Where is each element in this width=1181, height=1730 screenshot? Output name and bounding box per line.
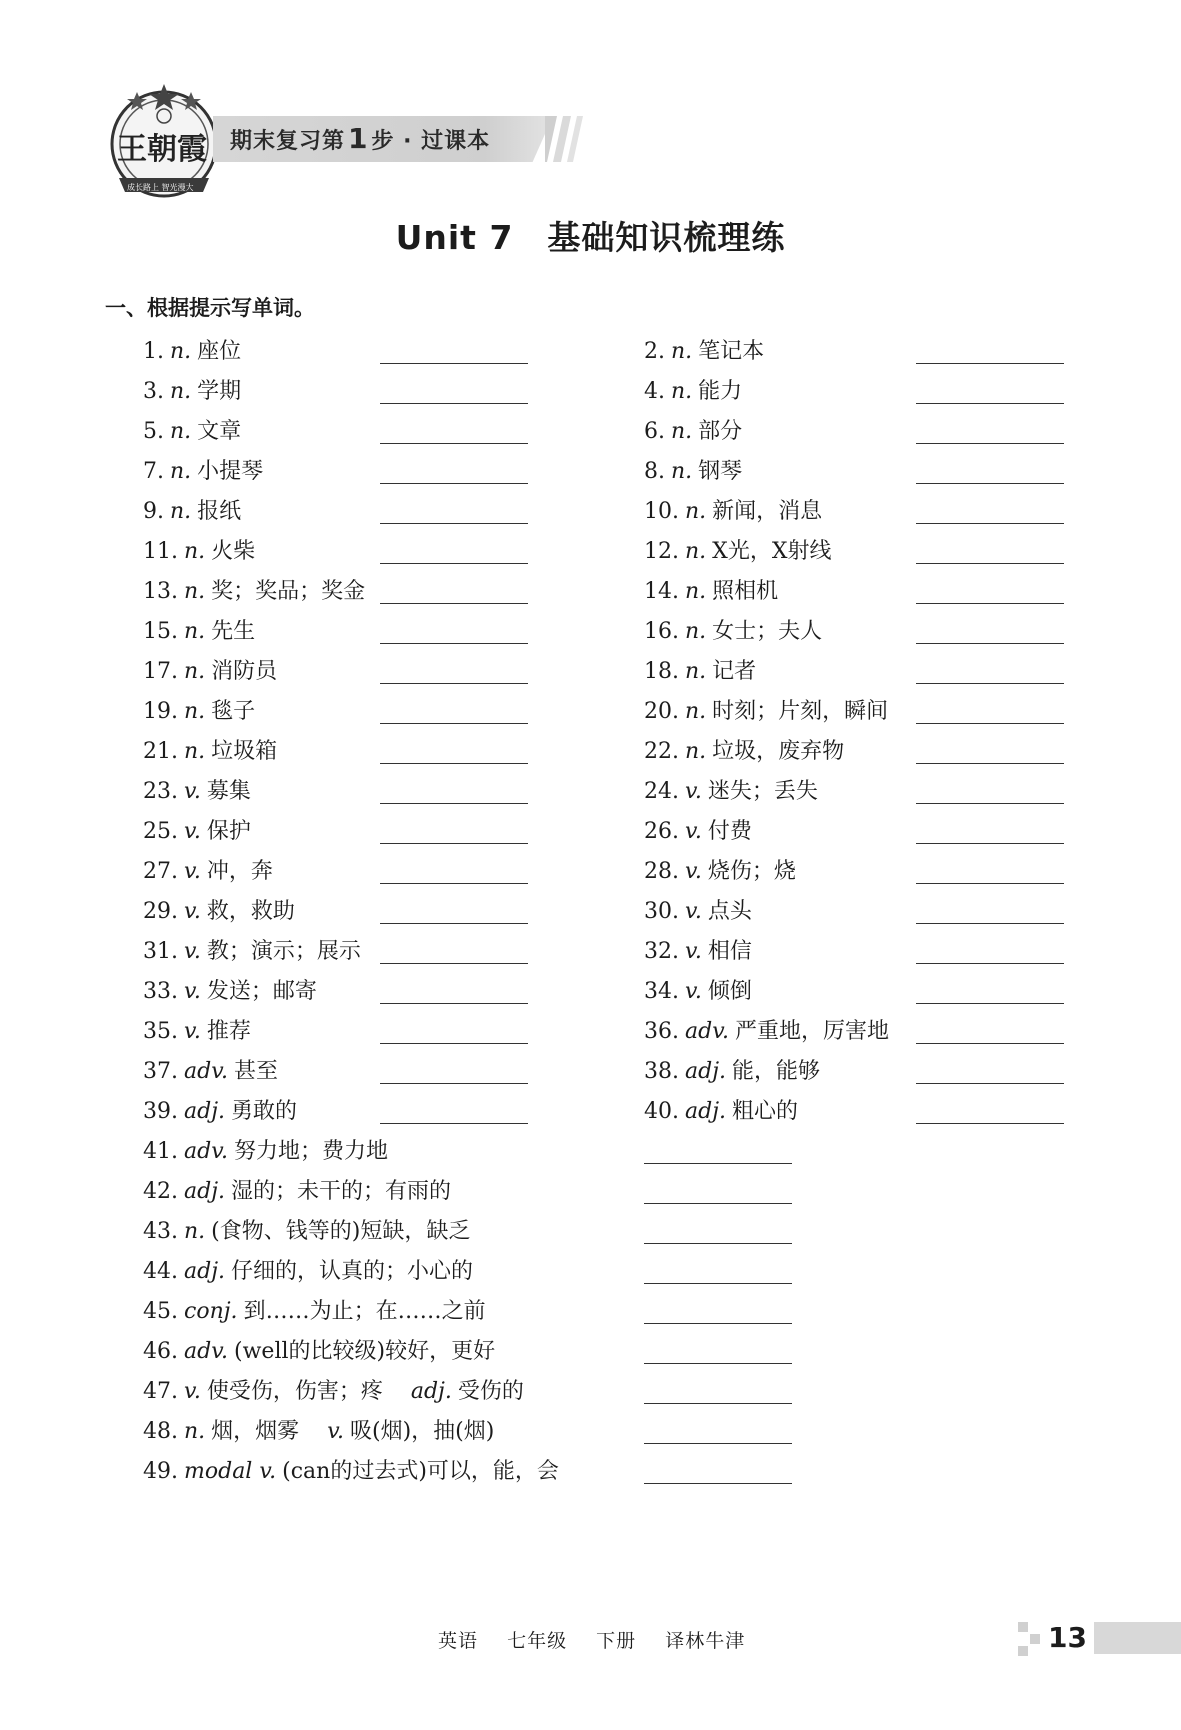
corner-square	[1030, 1634, 1040, 1644]
item-number: 8.	[644, 459, 665, 484]
banner-suffix: 步 · 过课本	[371, 129, 491, 154]
list-item	[143, 454, 263, 490]
list-item	[143, 734, 277, 770]
answer-blank[interactable]	[380, 683, 528, 684]
list-item	[143, 1094, 297, 1130]
item-number: 5.	[143, 419, 164, 444]
meaning: 到……为止；在……之前	[243, 1299, 486, 1324]
item-number: 31.	[143, 939, 178, 964]
part-of-speech: adv.	[184, 1059, 229, 1084]
part-of-speech: n.	[685, 499, 707, 524]
answer-blank[interactable]	[380, 963, 528, 964]
meaning: 垃圾，废弃物	[712, 739, 845, 764]
answer-blank[interactable]	[380, 643, 528, 644]
part-of-speech: v.	[184, 899, 201, 924]
meaning: 先生	[211, 619, 256, 644]
part-of-speech: adv.	[685, 1019, 730, 1044]
answer-blank[interactable]	[380, 403, 528, 404]
list-item	[644, 734, 844, 770]
part-of-speech: conj.	[184, 1299, 238, 1324]
part-of-speech: n.	[184, 539, 206, 564]
part-of-speech: n.	[685, 619, 707, 644]
footer	[0, 1620, 1181, 1656]
part-of-speech: n.	[685, 739, 707, 764]
item-number: 10.	[644, 499, 679, 524]
meaning: 倾倒	[707, 979, 752, 1004]
part-of-speech: v.	[184, 819, 201, 844]
meaning: 粗心的	[732, 1099, 799, 1124]
answer-blank[interactable]	[380, 603, 528, 604]
answer-blank[interactable]	[380, 923, 528, 924]
part-of-speech: v.	[685, 859, 702, 884]
answer-blank[interactable]	[916, 523, 1064, 524]
meaning: 严重地，厉害地	[735, 1019, 890, 1044]
meaning: 能，能够	[732, 1059, 821, 1084]
part-of-speech: adj.	[685, 1059, 727, 1084]
answer-blank[interactable]	[380, 1083, 528, 1084]
part-of-speech: n.	[184, 659, 206, 684]
item-number: 27.	[143, 859, 178, 884]
list-item	[644, 774, 818, 810]
meaning: (食物、钱等的)短缺，缺乏	[211, 1219, 471, 1244]
item-number: 20.	[644, 699, 679, 724]
item-number: 18.	[644, 659, 679, 684]
meaning-2: 受伤的	[457, 1379, 524, 1404]
list-item	[143, 654, 277, 690]
meaning: 火柴	[211, 539, 256, 564]
list-item	[644, 374, 742, 410]
meaning: 勇敢的	[231, 1099, 298, 1124]
answer-blank[interactable]	[380, 363, 528, 364]
part-of-speech: n.	[170, 379, 192, 404]
list-item	[143, 1334, 495, 1370]
part-of-speech: n.	[170, 419, 192, 444]
meaning: 相信	[707, 939, 752, 964]
list-item	[143, 1134, 388, 1170]
meaning: 时刻；片刻，瞬间	[712, 699, 889, 724]
unit-label: Unit 7	[395, 218, 514, 257]
answer-blank[interactable]	[916, 483, 1064, 484]
answer-blank[interactable]	[916, 403, 1064, 404]
list-item	[644, 654, 756, 690]
answer-blank[interactable]	[644, 1323, 792, 1324]
meaning: 小提琴	[197, 459, 264, 484]
answer-blank[interactable]	[644, 1163, 792, 1164]
list-item	[644, 1014, 889, 1050]
item-number: 16.	[644, 619, 679, 644]
item-number: 14.	[644, 579, 679, 604]
meaning: 奖；奖品；奖金	[211, 579, 366, 604]
answer-blank[interactable]	[916, 1043, 1064, 1044]
answer-blank[interactable]	[644, 1203, 792, 1204]
meaning: 教；演示；展示	[206, 939, 361, 964]
item-number: 1.	[143, 339, 164, 364]
part-of-speech: v.	[685, 899, 702, 924]
answer-blank[interactable]	[644, 1443, 792, 1444]
list-item	[143, 1174, 451, 1210]
part-of-speech: n.	[170, 499, 192, 524]
list-item	[143, 934, 361, 970]
meaning: X光，X射线	[712, 539, 832, 564]
part-of-speech: n.	[170, 339, 192, 364]
answer-blank[interactable]	[644, 1363, 792, 1364]
meaning: 能力	[698, 379, 743, 404]
answer-blank[interactable]	[916, 603, 1064, 604]
meaning: 救，救助	[206, 899, 295, 924]
answer-blank[interactable]	[380, 523, 528, 524]
list-item	[644, 894, 752, 930]
part-of-speech: n.	[685, 659, 707, 684]
answer-blank[interactable]	[380, 1043, 528, 1044]
answer-blank[interactable]	[916, 363, 1064, 364]
meaning: 毯子	[211, 699, 256, 724]
item-number: 35.	[143, 1019, 178, 1044]
answer-blank[interactable]	[380, 1123, 528, 1124]
list-item	[644, 454, 742, 490]
meaning: 学期	[197, 379, 242, 404]
part-of-speech: n.	[170, 459, 192, 484]
item-number: 29.	[143, 899, 178, 924]
item-number: 24.	[644, 779, 679, 804]
part-of-speech: n.	[184, 1219, 206, 1244]
answer-blank[interactable]	[916, 563, 1064, 564]
answer-blank[interactable]	[380, 843, 528, 844]
part-of-speech: n.	[671, 379, 693, 404]
part-of-speech: v.	[184, 1379, 201, 1404]
list-item	[143, 1254, 473, 1290]
item-number: 7.	[143, 459, 164, 484]
list-item	[644, 414, 742, 450]
part-of-speech: n.	[184, 619, 206, 644]
list-item	[143, 854, 273, 890]
list-item	[143, 574, 365, 610]
part-of-speech: n.	[685, 579, 707, 604]
item-number: 48.	[143, 1419, 178, 1444]
item-number: 15.	[143, 619, 178, 644]
meaning: 烧伤；烧	[707, 859, 796, 884]
list-item	[644, 494, 822, 530]
list-item	[143, 1214, 470, 1250]
meaning: 消防员	[211, 659, 278, 684]
item-number: 38.	[644, 1059, 679, 1084]
meaning: 笔记本	[698, 339, 765, 364]
section-heading: 一、根据提示写单词。	[105, 296, 315, 320]
list-item	[644, 814, 752, 850]
meaning: 文章	[197, 419, 242, 444]
item-number: 21.	[143, 739, 178, 764]
meaning: 冲，奔	[206, 859, 273, 884]
part-of-speech: n.	[671, 419, 693, 444]
item-number: 13.	[143, 579, 178, 604]
meaning: 部分	[698, 419, 743, 444]
answer-blank[interactable]	[644, 1403, 792, 1404]
part-of-speech: n.	[184, 1419, 206, 1444]
list-item	[143, 694, 255, 730]
meaning: (can的过去式)可以，能，会	[282, 1459, 559, 1484]
item-number: 39.	[143, 1099, 178, 1124]
list-item	[644, 534, 832, 570]
meaning: 使受伤，伤害；疼	[206, 1379, 383, 1404]
answer-blank[interactable]	[380, 803, 528, 804]
meaning: 座位	[197, 339, 242, 364]
part-of-speech: v.	[184, 1019, 201, 1044]
answer-blank[interactable]	[916, 1083, 1064, 1084]
answer-blank[interactable]	[380, 443, 528, 444]
meaning: 湿的；未干的；有雨的	[231, 1179, 452, 1204]
item-number: 25.	[143, 819, 178, 844]
answer-blank[interactable]	[916, 443, 1064, 444]
part-of-speech: v.	[184, 939, 201, 964]
meaning: 钢琴	[698, 459, 743, 484]
item-number: 45.	[143, 1299, 178, 1324]
list-item	[644, 1094, 798, 1130]
banner-prefix: 期末复习第	[230, 129, 346, 154]
part-of-speech: n.	[184, 699, 206, 724]
meaning: 努力地；费力地	[234, 1139, 389, 1164]
item-number: 6.	[644, 419, 665, 444]
item-number: 22.	[644, 739, 679, 764]
part-of-speech: v.	[685, 979, 702, 1004]
part-of-speech: adj.	[184, 1259, 226, 1284]
answer-blank[interactable]	[916, 683, 1064, 684]
list-item	[143, 534, 255, 570]
item-number: 42.	[143, 1179, 178, 1204]
item-number: 19.	[143, 699, 178, 724]
answer-blank[interactable]	[916, 963, 1064, 964]
banner-number: 1	[348, 122, 369, 155]
answer-blank[interactable]	[380, 723, 528, 724]
part-of-speech: n.	[184, 739, 206, 764]
part-of-speech: v.	[184, 779, 201, 804]
footer-text	[438, 1626, 767, 1653]
answer-blank[interactable]	[916, 643, 1064, 644]
part-of-speech-2: adj.	[410, 1379, 452, 1404]
list-item	[143, 374, 241, 410]
list-item	[143, 1294, 486, 1330]
item-number: 11.	[143, 539, 178, 564]
part-of-speech: n.	[685, 539, 707, 564]
list-item	[143, 334, 241, 370]
meaning: 甚至	[234, 1059, 279, 1084]
brand-slogan: 成长路上 智光漫大	[127, 183, 194, 192]
item-number: 36.	[644, 1019, 679, 1044]
part-of-speech: n.	[671, 459, 693, 484]
answer-blank[interactable]	[916, 1003, 1064, 1004]
list-item	[143, 1414, 494, 1450]
item-number: 3.	[143, 379, 164, 404]
item-number: 44.	[143, 1259, 178, 1284]
meaning: 推荐	[206, 1019, 251, 1044]
item-number: 46.	[143, 1339, 178, 1364]
list-item	[644, 934, 752, 970]
part-of-speech: adv.	[184, 1339, 229, 1364]
meaning: 募集	[206, 779, 251, 804]
part-of-speech: n.	[685, 699, 707, 724]
answer-blank[interactable]	[644, 1243, 792, 1244]
meaning: 女士；夫人	[712, 619, 823, 644]
item-number: 33.	[143, 979, 178, 1004]
footer-volume: 下册	[596, 1630, 637, 1652]
part-of-speech: adv.	[184, 1139, 229, 1164]
part-of-speech: v.	[685, 819, 702, 844]
part-of-speech: v.	[184, 859, 201, 884]
meaning: 付费	[707, 819, 752, 844]
corner-square	[1018, 1646, 1028, 1656]
answer-blank[interactable]	[916, 803, 1064, 804]
item-number: 37.	[143, 1059, 178, 1084]
item-number: 28.	[644, 859, 679, 884]
list-item	[143, 1374, 524, 1410]
page-number-box	[1018, 1620, 1181, 1656]
meaning: 点头	[707, 899, 752, 924]
meaning: 发送；邮寄	[206, 979, 317, 1004]
answer-blank[interactable]	[380, 883, 528, 884]
item-number: 9.	[143, 499, 164, 524]
item-number: 32.	[644, 939, 679, 964]
part-of-speech: v.	[685, 779, 702, 804]
list-item	[143, 1014, 251, 1050]
list-item	[644, 1054, 820, 1090]
list-item	[143, 814, 251, 850]
list-item	[644, 574, 778, 610]
meaning: (well的比较级)较好，更好	[234, 1339, 496, 1364]
item-number: 40.	[644, 1099, 679, 1124]
list-item	[143, 614, 255, 650]
answer-blank[interactable]	[380, 563, 528, 564]
part-of-speech-2: v.	[327, 1419, 344, 1444]
topic-label: 基础知识梳理练	[547, 218, 786, 257]
item-number: 26.	[644, 819, 679, 844]
meaning: 烟，烟雾	[211, 1419, 300, 1444]
item-number: 41.	[143, 1139, 178, 1164]
answer-blank[interactable]	[380, 763, 528, 764]
part-of-speech: adj.	[184, 1099, 226, 1124]
page-number-bar	[1094, 1622, 1181, 1654]
meaning: 新闻，消息	[712, 499, 823, 524]
item-number: 30.	[644, 899, 679, 924]
part-of-speech: v.	[184, 979, 201, 1004]
part-of-speech: n.	[671, 339, 693, 364]
list-item	[644, 974, 752, 1010]
answer-blank[interactable]	[916, 1123, 1064, 1124]
list-item	[143, 974, 317, 1010]
brand-name: 王朝霞	[117, 132, 207, 167]
meaning: 仔细的，认真的；小心的	[231, 1259, 474, 1284]
item-number: 2.	[644, 339, 665, 364]
corner-square	[1018, 1622, 1028, 1632]
answer-blank[interactable]	[916, 723, 1064, 724]
answer-blank[interactable]	[380, 483, 528, 484]
item-number: 49.	[143, 1459, 178, 1484]
item-number: 17.	[143, 659, 178, 684]
list-item	[143, 1054, 278, 1090]
item-number: 34.	[644, 979, 679, 1004]
list-item	[143, 494, 241, 530]
answer-blank[interactable]	[644, 1283, 792, 1284]
answer-blank[interactable]	[916, 923, 1064, 924]
answer-blank[interactable]	[916, 843, 1064, 844]
footer-edition: 译林牛津	[665, 1630, 746, 1652]
list-item	[143, 894, 295, 930]
part-of-speech: v.	[685, 939, 702, 964]
item-number: 47.	[143, 1379, 178, 1404]
meaning: 保护	[206, 819, 251, 844]
answer-blank[interactable]	[916, 883, 1064, 884]
list-item	[143, 414, 241, 450]
item-number: 43.	[143, 1219, 178, 1244]
list-item	[143, 774, 251, 810]
list-item	[644, 614, 822, 650]
answer-blank[interactable]	[644, 1483, 792, 1484]
list-item	[143, 1454, 559, 1490]
part-of-speech: adj.	[184, 1179, 226, 1204]
part-of-speech: modal v.	[184, 1459, 277, 1484]
meaning: 迷失；丢失	[707, 779, 818, 804]
part-of-speech: adj.	[685, 1099, 727, 1124]
list-item	[644, 854, 796, 890]
list-item	[644, 334, 764, 370]
meaning-2: 吸(烟)，抽(烟)	[350, 1419, 495, 1444]
item-number: 4.	[644, 379, 665, 404]
meaning: 报纸	[197, 499, 242, 524]
page-number: 13	[1048, 1621, 1087, 1654]
part-of-speech: n.	[184, 579, 206, 604]
answer-blank[interactable]	[380, 1003, 528, 1004]
item-number: 12.	[644, 539, 679, 564]
answer-blank[interactable]	[916, 763, 1064, 764]
list-item	[644, 694, 888, 730]
meaning: 照相机	[712, 579, 779, 604]
footer-grade: 七年级	[507, 1630, 568, 1652]
item-number: 23.	[143, 779, 178, 804]
meaning: 垃圾箱	[211, 739, 278, 764]
footer-subject: 英语	[438, 1630, 479, 1652]
meaning: 记者	[712, 659, 757, 684]
